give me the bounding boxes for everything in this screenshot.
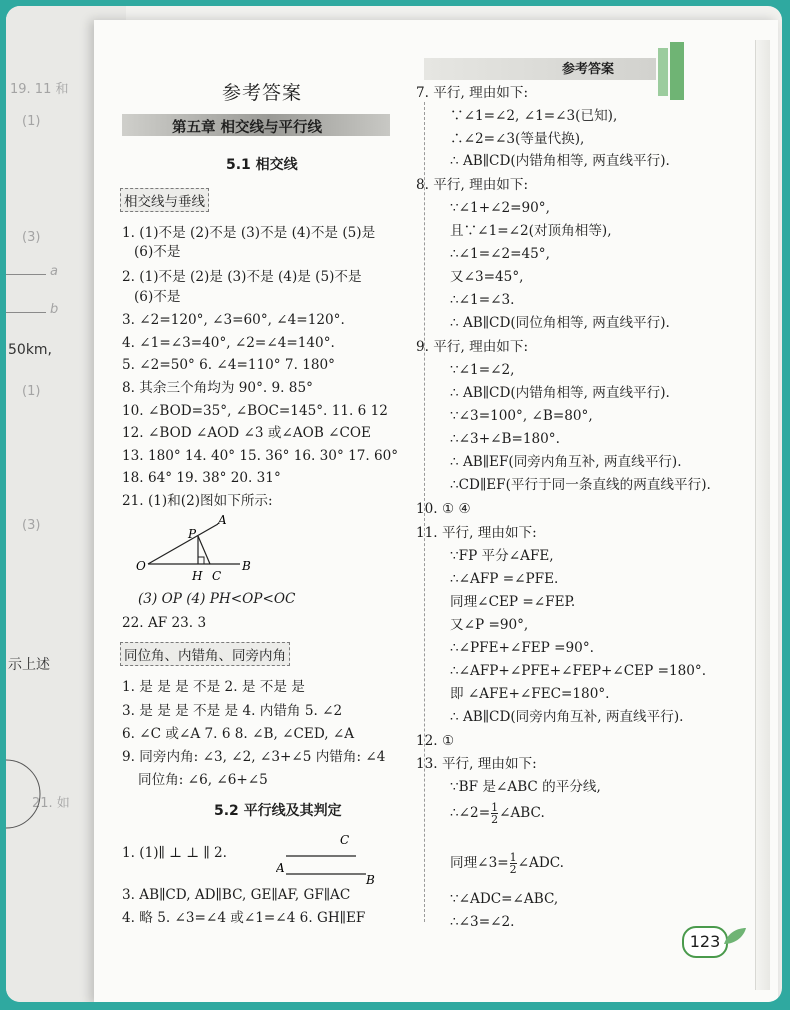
answer-line: 6. ∠C 或∠A 7. 6 8. ∠B, ∠CED, ∠A [122,726,355,742]
fig-label: A [218,514,227,527]
ghost-line [6,274,46,275]
text-part: ∠ADC. [517,855,564,871]
answer-line: 1. (1)不是 (2)不是 (3)不是 (4)不是 (5)是 [122,225,376,241]
fig-label: C [340,833,350,847]
answer-line: ∵∠ADC=∠ABC, [450,891,559,907]
fig-label: C [212,569,222,582]
frac-den: 2 [509,863,517,876]
text-part: 同理∠3= [450,855,509,871]
fig-label: P [188,527,197,541]
answer-line: ∴∠3+∠B=180°. [450,431,560,447]
answer-line: 同位角: ∠6, ∠6+∠5 [138,772,268,788]
fraction [510,852,517,875]
figure-21 [128,514,258,582]
ghost-text: b [50,302,59,317]
answer-line: 18. 64° 19. 38° 20. 31° [122,470,281,486]
answer-line: ∴ AB∥CD(内错角相等, 两直线平行). [450,153,670,169]
frac-den: 2 [491,813,499,826]
text-part: ∴∠2= [450,805,491,821]
answer-line: ∵∠3=100°, ∠B=80°, [450,408,593,424]
answer-line: ∴∠3=∠2. [450,914,515,930]
header-title: 参考答案 [562,62,615,77]
fig-label: B [242,559,251,573]
ghost-text: (1) [22,384,41,399]
photo-frame [6,6,782,1002]
answer-line: ∴∠PFE+∠FEP =90°. [450,640,594,656]
answer-line: ∴ AB∥CD(同旁内角互补, 两直线平行). [450,709,684,725]
answer-line: 1. (1)∥ ⊥ ⊥ ∥ 2. [122,845,227,861]
leaf-icon [722,926,748,946]
answer-line: 3. AB∥CD, AD∥BC, GE∥AF, GF∥AC [122,887,351,903]
answer-line: ∴∠1=∠3. [450,292,515,308]
page-number: 123 [682,926,728,958]
fig-label: A [276,861,285,875]
answer-line: 21. (1)和(2)图如下所示: [122,493,273,509]
answer-line: 2. (1)不是 (2)是 (3)不是 (4)是 (5)不是 [122,269,362,285]
answer-line: ∴∠2=∠3(等量代换), [450,131,585,147]
ghost-text: a [50,264,58,279]
chapter-title: 第五章 相交线与平行线 [172,120,323,136]
answer-line: 9. 平行, 理由如下: [416,339,529,355]
answer-line: 又∠3=45°, [450,269,524,285]
ghost-text: 21. 如 [32,796,70,811]
ghost-text: 示上述 [8,657,50,673]
answer-line: (6)不是 [134,289,181,305]
answer-line: 8. 平行, 理由如下: [416,177,529,193]
answer-line: 1. 是 是 是 不是 2. 是 不是 是 [122,679,305,695]
answer-line: 13. 平行, 理由如下: [416,756,537,772]
answer-line [450,852,564,875]
answer-line: 12. ∠BOD ∠AOD ∠3 或∠AOB ∠COE [122,425,371,441]
answer-line: 12. ① [416,733,455,749]
answer-line: 3. 是 是 是 不是 是 4. 内错角 5. ∠2 [122,703,343,719]
answer-line: ∴ AB∥CD(内错角相等, 两直线平行). [450,385,670,401]
answer-line: 9. 同旁内角: ∠3, ∠2, ∠3+∠5 内错角: ∠4 [122,749,386,765]
answer-line: 8. 其余三个角均为 90°. 9. 85° [122,380,313,396]
section-title: 5.1 相交线 [226,157,298,173]
answer-line: ∵BF 是∠ABC 的平分线, [450,779,601,795]
answer-line [450,802,545,825]
answer-line: 11. 平行, 理由如下: [416,525,537,541]
answer-line: 22. AF 23. 3 [122,615,207,631]
answer-line: ∵∠1=∠2, [450,362,515,378]
ghost-circle [6,754,46,834]
fraction [491,802,498,825]
answer-line: 又∠P =90°, [450,617,529,633]
answer-line: 即 ∠AFE+∠FEC=180°. [450,686,610,702]
page-edge [755,40,770,990]
ghost-text: (3) [22,230,41,245]
answer-line: 且∵∠1=∠2(对顶角相等), [450,223,612,239]
answer-line: 10. ① ④ [416,501,471,517]
section-title: 5.2 平行线及其判定 [214,803,342,819]
fig-label: O [136,559,146,573]
answer-line: ∴ AB∥EF(同旁内角互补, 两直线平行). [450,454,682,470]
answer-line: 7. 平行, 理由如下: [416,85,529,101]
answer-line: ∵∠1=∠2, ∠1=∠3(已知), [450,108,618,124]
page-title: 参考答案 [222,82,303,104]
answer-line: 4. 略 5. ∠3=∠4 或∠1=∠4 6. GH∥EF [122,910,366,926]
answer-line: 同理∠CEP =∠FEP. [450,594,576,610]
frac-num: 1 [491,801,499,814]
answer-line: 5. ∠2=50° 6. ∠4=110° 7. 180° [122,357,335,373]
ghost-text: 50km, [8,342,53,358]
topic-box: 同位角、内错角、同旁内角 [120,642,290,666]
right-angle-mark [198,557,204,564]
answer-line: ∴ AB∥CD(同位角相等, 两直线平行). [450,315,670,331]
answer-line: 3. ∠2=120°, ∠3=60°, ∠4=120°. [122,312,345,328]
answer-line: 4. ∠1=∠3=40°, ∠2=∠4=140°. [122,335,335,351]
figure-2 [276,826,376,888]
answer-line: 10. ∠BOD=35°, ∠BOC=145°. 11. 6 12 [122,403,388,419]
ghost-text: 19. 11 和 [10,82,69,97]
text-part: ∠ABC. [499,805,545,821]
answer-line: (3) OP (4) PH<OP<OC [138,591,296,607]
ghost-text: (1) [22,114,41,129]
answer-line: (6)不是 [134,244,181,260]
topic-box: 相交线与垂线 [120,188,209,212]
header-tab [670,42,684,100]
ghost-text: (3) [22,518,41,533]
fig-label: H [192,569,203,582]
answer-line: ∴∠AFP+∠PFE+∠FEP+∠CEP =180°. [450,663,707,679]
answer-line: ∵FP 平分∠AFE, [450,548,554,564]
header-tab [658,48,668,96]
answer-line: 13. 180° 14. 40° 15. 36° 16. 30° 17. 60° [122,448,399,464]
answer-line: ∴CD∥EF(平行于同一条直线的两直线平行). [450,477,711,493]
answer-page [94,20,778,1002]
answer-line: ∴∠1=∠2=45°, [450,246,550,262]
fig-label: B [366,873,375,887]
answer-line: ∵∠1+∠2=90°, [450,200,550,216]
frac-num: 1 [509,851,517,864]
answer-line: ∴∠AFP =∠PFE. [450,571,559,587]
header-bar [424,58,656,80]
ghost-line [6,312,46,313]
